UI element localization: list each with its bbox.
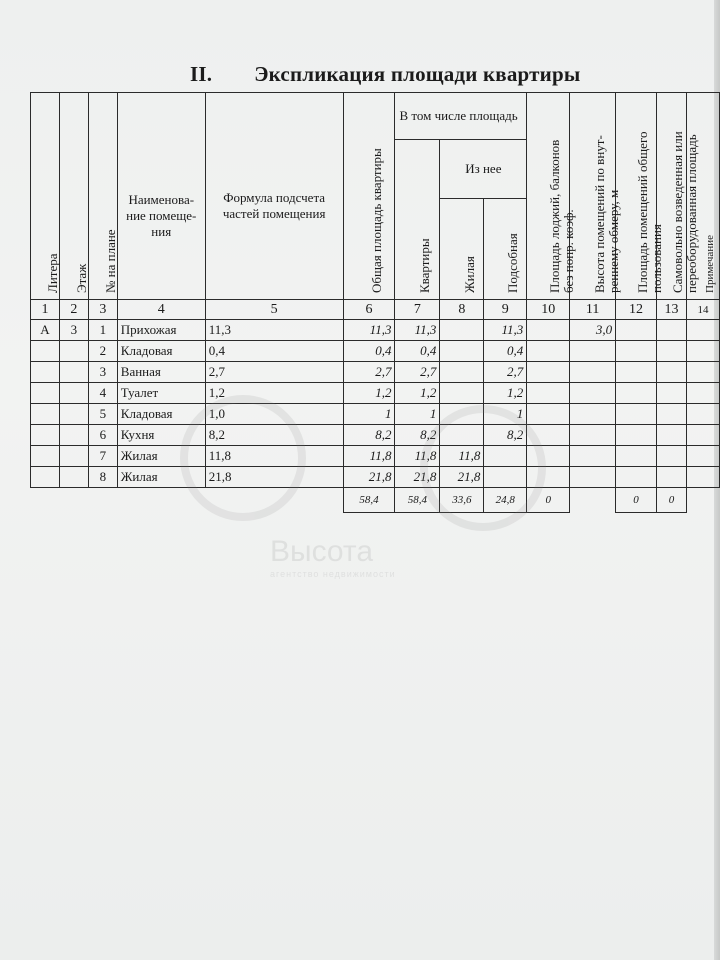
cell-unauth — [657, 383, 687, 404]
table-row — [31, 467, 720, 488]
cell-litera — [31, 446, 60, 467]
cell-unauth — [657, 425, 687, 446]
total-auxiliary-sum: 24,8 — [484, 488, 527, 513]
cell-floor — [59, 425, 88, 446]
cell-formula: 11,3 — [205, 320, 343, 341]
cell-aux: 11,3 — [484, 320, 527, 341]
cell-height — [570, 425, 616, 446]
cell-living: 21,8 — [440, 467, 484, 488]
cell-floor — [59, 383, 88, 404]
column-number: 5 — [205, 300, 343, 320]
column-number: 1 — [31, 300, 60, 320]
table-row — [31, 383, 720, 404]
cell-loggia — [527, 362, 570, 383]
cell-note — [686, 446, 719, 467]
cell-unauth — [657, 320, 687, 341]
table-row — [31, 320, 720, 341]
cell-formula: 2,7 — [205, 362, 343, 383]
cell-litera — [31, 467, 60, 488]
cell-total: 1,2 — [343, 383, 395, 404]
cell-unauth — [657, 446, 687, 467]
cell-litera — [31, 362, 60, 383]
cell-common — [616, 467, 657, 488]
cell-litera: А — [31, 320, 60, 341]
cell-no: 3 — [88, 362, 117, 383]
cell-common — [616, 383, 657, 404]
column-number: 14 — [686, 300, 719, 320]
cell-no: 1 — [88, 320, 117, 341]
header-unauthorized-area: Самовольно возведенная или переоборудованная площадь — [657, 93, 687, 300]
table-row — [31, 404, 720, 425]
cell-loggia — [527, 446, 570, 467]
cell-no: 6 — [88, 425, 117, 446]
header-floor: Этаж — [59, 93, 88, 300]
cell-note — [686, 383, 719, 404]
cell-no: 5 — [88, 404, 117, 425]
table-row — [31, 425, 720, 446]
cell-floor — [59, 467, 88, 488]
document-title — [190, 62, 580, 87]
cell-litera — [31, 341, 60, 362]
cell-floor — [59, 362, 88, 383]
column-number: 8 — [440, 300, 484, 320]
cell-height: 3,0 — [570, 320, 616, 341]
cell-living — [440, 341, 484, 362]
cell-loggia — [527, 383, 570, 404]
cell-formula: 1,0 — [205, 404, 343, 425]
cell-no: 2 — [88, 341, 117, 362]
header-including: В том числе площадь — [395, 93, 527, 140]
cell-height — [570, 404, 616, 425]
cell-loggia — [527, 467, 570, 488]
cell-living — [440, 404, 484, 425]
cell-name: Жилая — [117, 467, 205, 488]
cell-litera — [31, 404, 60, 425]
cell-name: Прихожая — [117, 320, 205, 341]
cell-total: 2,7 — [343, 362, 395, 383]
column-number-row — [31, 300, 720, 320]
cell-name: Жилая — [117, 446, 205, 467]
cell-formula: 8,2 — [205, 425, 343, 446]
cell-note — [686, 341, 719, 362]
cell-loggia — [527, 425, 570, 446]
cell-unauth — [657, 362, 687, 383]
cell-note — [686, 320, 719, 341]
cell-common — [616, 425, 657, 446]
cell-height — [570, 362, 616, 383]
cell-aux: 1 — [484, 404, 527, 425]
column-number: 3 — [88, 300, 117, 320]
cell-aux: 0,4 — [484, 341, 527, 362]
header-common-area: Площадь помещений общего пользования — [616, 93, 657, 300]
cell-floor — [59, 404, 88, 425]
cell-formula: 1,2 — [205, 383, 343, 404]
cell-common — [616, 362, 657, 383]
column-number: 9 — [484, 300, 527, 320]
cell-total: 11,3 — [343, 320, 395, 341]
total-loggia-sum: 0 — [527, 488, 570, 513]
cell-height — [570, 467, 616, 488]
header-height: Высота помещений по внут- реннему обмеру, м — [570, 93, 616, 300]
cell-total: 1 — [343, 404, 395, 425]
header-formula: Формула подсчета частей помещения — [205, 93, 343, 300]
cell-litera — [31, 425, 60, 446]
column-number: 4 — [117, 300, 205, 320]
cell-unauth — [657, 467, 687, 488]
cell-aux: 1,2 — [484, 383, 527, 404]
column-number: 7 — [395, 300, 440, 320]
cell-loggia — [527, 404, 570, 425]
column-number: 2 — [59, 300, 88, 320]
column-number: 11 — [570, 300, 616, 320]
header-room-name: Наименова-ние помеще-ния — [117, 93, 205, 300]
table-row — [31, 341, 720, 362]
cell-apt: 1,2 — [395, 383, 440, 404]
header-loggias: Площадь лоджий, балконов без попр. коэф. — [527, 93, 570, 300]
table-row — [31, 446, 720, 467]
column-number: 13 — [657, 300, 687, 320]
cell-apt: 0,4 — [395, 341, 440, 362]
cell-name: Кладовая — [117, 404, 205, 425]
cell-height — [570, 446, 616, 467]
cell-note — [686, 467, 719, 488]
cell-loggia — [527, 320, 570, 341]
cell-floor: 3 — [59, 320, 88, 341]
cell-name: Ванная — [117, 362, 205, 383]
header-auxiliary: Подсобная — [484, 199, 527, 300]
cell-common — [616, 320, 657, 341]
header-of-which: Из нее — [440, 140, 527, 199]
watermark-tagline: агентство недвижимости — [270, 569, 396, 579]
cell-total: 11,8 — [343, 446, 395, 467]
cell-common — [616, 341, 657, 362]
total-area-sum: 58,4 — [343, 488, 395, 513]
cell-total: 0,4 — [343, 341, 395, 362]
header-plan-no: № на плане — [88, 93, 117, 300]
cell-common — [616, 446, 657, 467]
cell-unauth — [657, 404, 687, 425]
header-apartment: Квартиры — [395, 140, 440, 300]
cell-total: 21,8 — [343, 467, 395, 488]
column-number: 10 — [527, 300, 570, 320]
cell-aux: 2,7 — [484, 362, 527, 383]
header-total-area: Общая площадь квартиры — [343, 93, 395, 300]
cell-loggia — [527, 341, 570, 362]
cell-litera — [31, 383, 60, 404]
cell-living — [440, 320, 484, 341]
cell-name: Кладовая — [117, 341, 205, 362]
cell-apt: 21,8 — [395, 467, 440, 488]
cell-formula: 0,4 — [205, 341, 343, 362]
explication-table — [30, 92, 720, 513]
column-number: 12 — [616, 300, 657, 320]
cell-note — [686, 404, 719, 425]
cell-total: 8,2 — [343, 425, 395, 446]
cell-note — [686, 362, 719, 383]
header-living: Жилая — [440, 199, 484, 300]
title-text: Экспликация площади квартиры — [254, 62, 581, 86]
cell-no: 7 — [88, 446, 117, 467]
cell-aux — [484, 446, 527, 467]
cell-common — [616, 404, 657, 425]
cell-name: Туалет — [117, 383, 205, 404]
cell-apt: 11,3 — [395, 320, 440, 341]
cell-apt: 1 — [395, 404, 440, 425]
cell-apt: 8,2 — [395, 425, 440, 446]
cell-formula: 21,8 — [205, 467, 343, 488]
cell-note — [686, 425, 719, 446]
cell-unauth — [657, 341, 687, 362]
total-apartment-sum: 58,4 — [395, 488, 440, 513]
section-number: II. — [190, 62, 213, 86]
column-number: 6 — [343, 300, 395, 320]
cell-aux — [484, 467, 527, 488]
watermark-brand: Высота — [270, 535, 374, 568]
totals-row — [31, 488, 720, 513]
cell-height — [570, 341, 616, 362]
table-row — [31, 362, 720, 383]
total-living-sum: 33,6 — [440, 488, 484, 513]
total-unauthorized-sum: 0 — [657, 488, 687, 513]
cell-living: 11,8 — [440, 446, 484, 467]
cell-living — [440, 425, 484, 446]
cell-living — [440, 362, 484, 383]
cell-floor — [59, 446, 88, 467]
header-note: Примечание — [686, 93, 719, 300]
cell-apt: 2,7 — [395, 362, 440, 383]
cell-living — [440, 383, 484, 404]
cell-no: 4 — [88, 383, 117, 404]
cell-no: 8 — [88, 467, 117, 488]
header-litera: Литера — [31, 93, 60, 300]
cell-name: Кухня — [117, 425, 205, 446]
total-common-sum: 0 — [616, 488, 657, 513]
cell-formula: 11,8 — [205, 446, 343, 467]
cell-floor — [59, 341, 88, 362]
cell-apt: 11,8 — [395, 446, 440, 467]
cell-aux: 8,2 — [484, 425, 527, 446]
cell-height — [570, 383, 616, 404]
